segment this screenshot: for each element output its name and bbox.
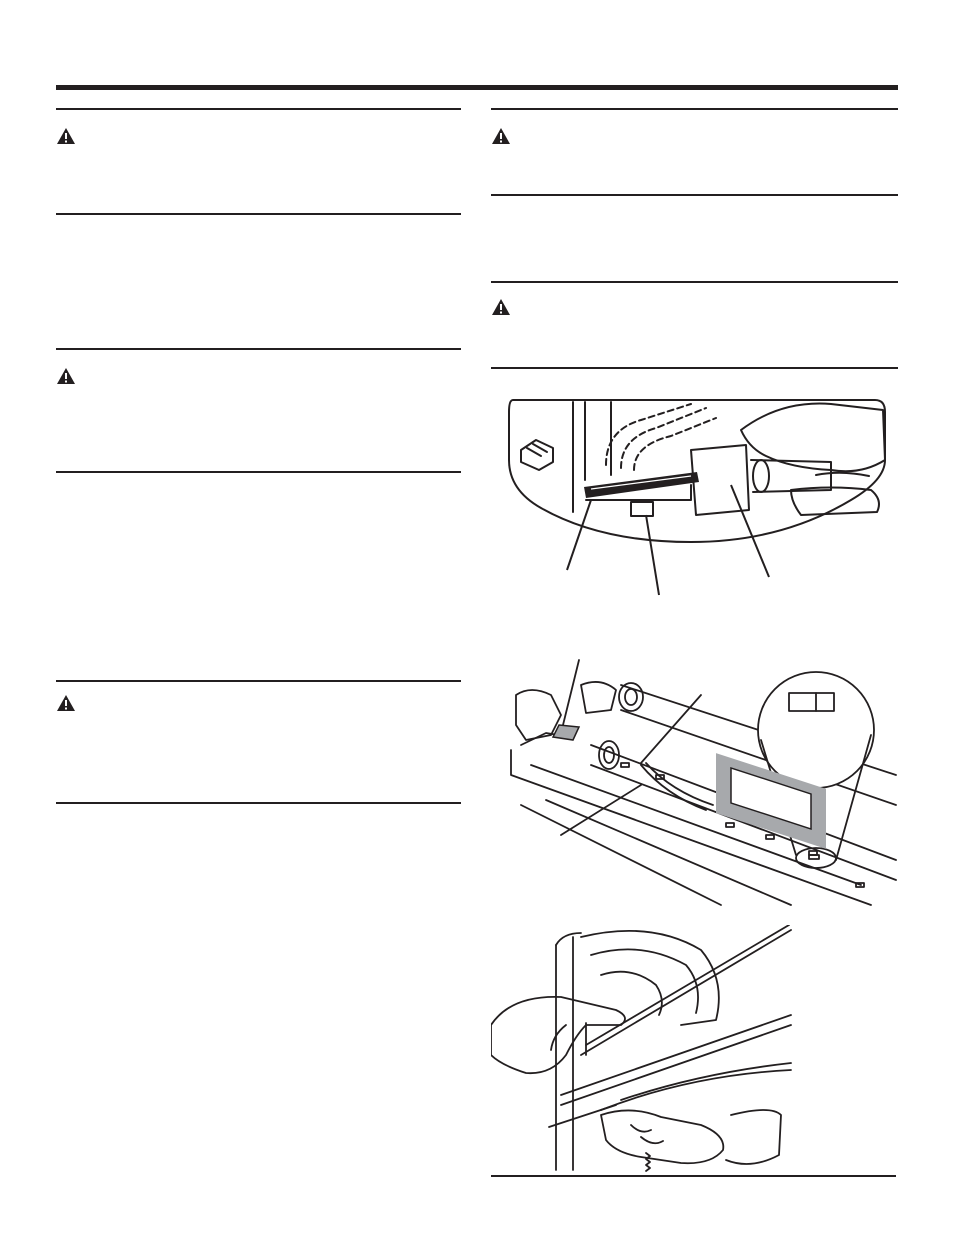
- warning-triangle-icon: [56, 367, 76, 385]
- figure-tub-interior: [491, 655, 898, 913]
- warning-triangle-icon: [491, 127, 511, 145]
- figure-hand-installation: [491, 925, 898, 1173]
- header-rule: [56, 85, 898, 90]
- left-section-rule-3: [56, 348, 461, 350]
- figure-bottom-rule: [491, 1175, 896, 1177]
- right-section-rule-4: [491, 367, 898, 369]
- left-section-rule-2: [56, 213, 461, 215]
- right-section-rule-3: [491, 281, 898, 283]
- left-section-rule-5: [56, 680, 461, 682]
- warning-triangle-icon: [56, 127, 76, 145]
- warning-triangle-icon: [491, 298, 511, 316]
- left-section-rule-4: [56, 471, 461, 473]
- left-section-rule-6: [56, 802, 461, 804]
- figure-glass-holder: [491, 390, 898, 605]
- left-section-rule-1: [56, 108, 461, 110]
- right-section-rule-1: [491, 108, 898, 110]
- warning-triangle-icon: [56, 694, 76, 712]
- right-section-rule-2: [491, 194, 898, 196]
